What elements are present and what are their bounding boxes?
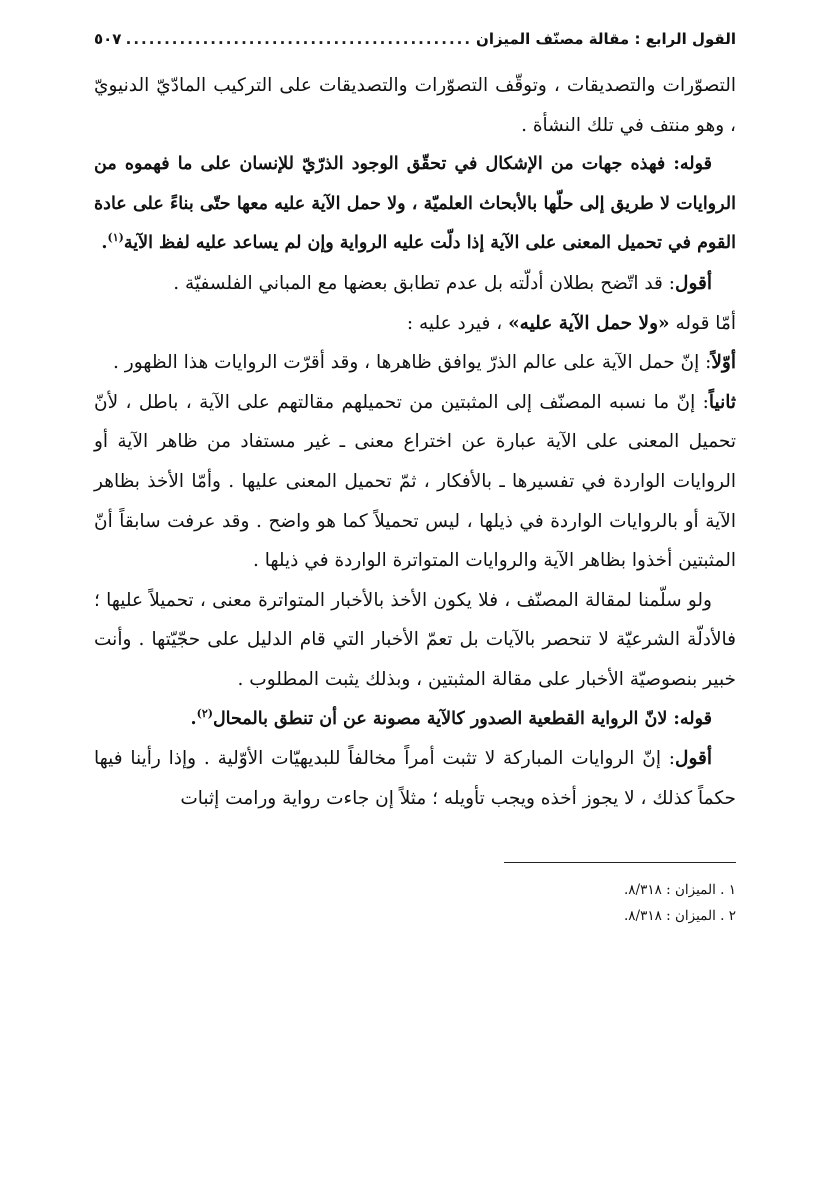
page-number: ٥٠٧ <box>94 30 122 48</box>
quote-label: قوله <box>679 154 712 175</box>
footnote-divider <box>504 862 736 863</box>
header-title: القول الرابع : مقالة مصنّف الميزان <box>476 30 736 48</box>
paragraph-concession: ولو سلّمنا لمقالة المصنّف ، فلا يكون الأخذ بالأخبار المتواترة معنى ، تحميلاً عليها ؛ فالأدلّة الشرعيّة لا تنحصر بالآيات بل تعمّ الأخبار التي قام الدليل على حجّيّتها . وأنت خبير بنصوصيّة الأخبار على مقالة المثبتين ، وبذلك يثبت المطلوب . <box>94 589 736 690</box>
paragraph-reply-1 <box>94 264 736 304</box>
book-page <box>94 24 736 929</box>
footnote-2: ٢ . الميزان : ٨/٣١٨. <box>624 908 736 925</box>
footnote-ref-1[interactable]: (١) <box>107 231 124 245</box>
paragraph-first-point: أوّلاً: إنّ حمل الآية على عالم الذرّ يوافق ظاهرها ، وقد أقرّت الروايات هذا الظهور . <box>113 352 736 374</box>
running-header <box>94 24 736 54</box>
second-label: ثانياً <box>708 391 736 413</box>
footnote-1: ١ . الميزان : ٨/٣١٨. <box>624 882 736 899</box>
quoted-phrase: «ولا حمل الآية عليه» <box>508 312 670 334</box>
reply-label: أقول <box>675 272 712 294</box>
footnote-ref-2[interactable]: (٢) <box>196 706 213 720</box>
paragraph-quote-1: قوله: فهذه جهات من الإشكال في تحقّق الوجود الذرّيّ للإنسان على ما فهموه من الروايات لا طريق إلى حلّها بالأبحاث العلميّة ، ولا حمل الآية عليه معها حتّى بناءً على عادة القوم في تحميل المعنى على الآية إذا دلّت عليه الرواية وإن لم يساعد عليه لفظ الآية$^{(١)}$. <box>94 154 736 254</box>
quote-label: قوله <box>679 708 712 729</box>
header-leader-dots <box>125 24 472 54</box>
paragraph-objection-intro: أمّا قوله «ولا حمل الآية عليه» ، فيرد عليه : <box>406 312 736 334</box>
footnotes <box>94 877 736 929</box>
first-label: أوّلاً <box>711 352 736 374</box>
paragraph-quote-2: قوله: لانّ الرواية القطعية الصدور كالآية مصونة عن أن تنطق بالمحال$^{(٢)}$. <box>190 706 712 729</box>
paragraph-continuation: التصوّرات والتصديقات ، وتوقّف التصوّرات والتصديقات على التركيب المادّيّ الدنيويّ ، وهو منتف في تلك النشأة . <box>94 75 736 136</box>
reply-label: أقول <box>675 748 712 770</box>
page-body <box>94 66 736 818</box>
paragraph-second-point: ثانياً: إنّ ما نسبه المصنّف إلى المثبتين من تحميلهم مقالتهم على الآية ، باطل ، لأنّ تحميل المعنى على الآية عبارة عن اختراع معنى ـ غير مستفاد من ظاهر الآية أو الروايات الواردة في تفسيرها ـ بالأفكار ، ثمّ تحميل المعنى عليها . وأمّا الأخذ بظاهر الآية أو بالروايات الواردة في ذيلها ، ليس تحميلاً كما هو واضح . وقد عرفت سابقاً أنّ المثبتين أخذوا بظاهر الآية والروايات المتواترة الواردة في ذيلها . <box>94 391 736 572</box>
reply-text: : قد اتّضح بطلان أدلّته بل عدم تطابق بعضها مع المباني الفلسفيّة . <box>173 272 676 294</box>
paragraph-reply-2: أقول: إنّ الروايات المباركة لا تثبت أمراً مخالفاً للبديهيّات الأوّلية . وإذا رأينا فيها حكماً كذلك ، لا يجوز أخذه ويجب تأويله ؛ مثلاً إن جاءت رواية ورامت إثبات <box>94 748 736 809</box>
quote-text: : فهذه جهات من الإشكال في تحقّق الوجود الذرّيّ للإنسان على ما فهموه من الروايات لا طريق إلى حلّها بالأبحاث العلميّة ، ولا حمل الآية عليه معها حتّى بناءً على عادة القوم في تحميل المعنى على الآية إذا دلّت عليه الرواية وإن لم يساعد عليه لفظ الآية <box>94 154 736 254</box>
